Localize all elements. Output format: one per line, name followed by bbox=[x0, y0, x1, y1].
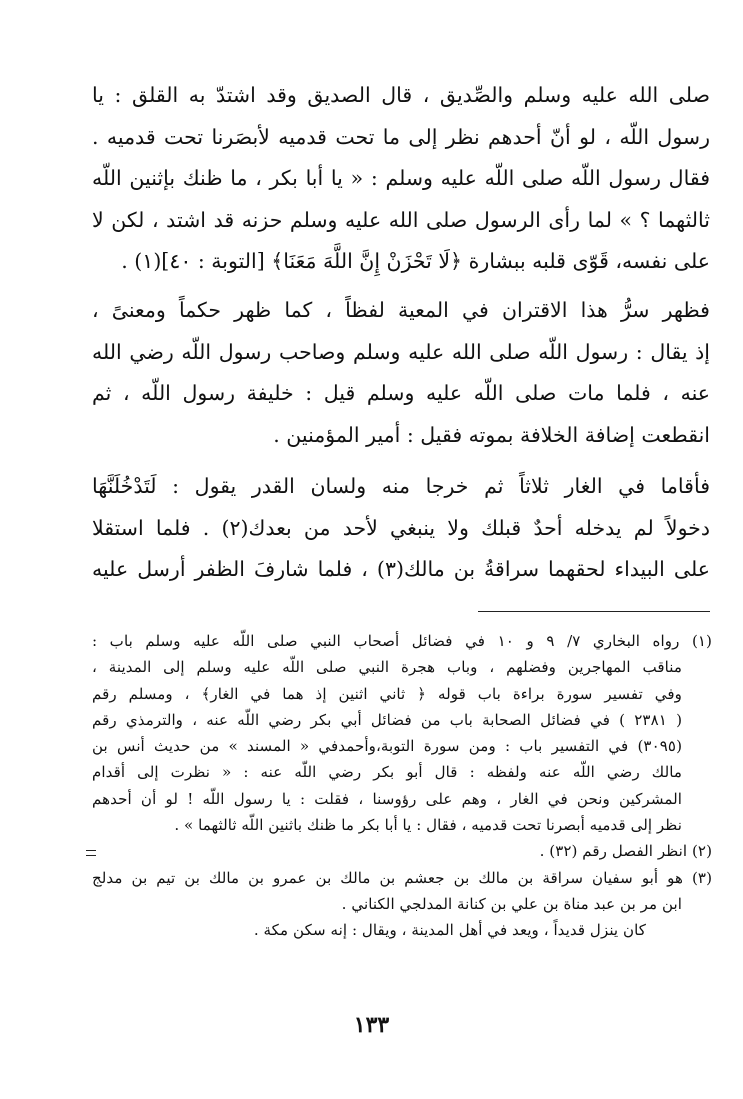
text-line: على البيداء لحقهما سراقةُ بن مالك(٣) ، فلما شارفَ الظفر أرسل عليه bbox=[92, 557, 710, 581]
paragraph-2 bbox=[92, 290, 710, 456]
page-number: ١٣٣ bbox=[353, 1012, 390, 1038]
footnote-1-line: وفي تفسير سورة براءة باب قوله ﴿ ثاني اثنين إذ هما في الغار﴾ ، ومسلم رقم bbox=[92, 684, 682, 703]
footnotes bbox=[92, 628, 712, 944]
text-line: فقال رسول اللّه صلى اللّه عليه وسلم : « يا أبا بكر ، ما ظنك بإثنين اللّه bbox=[92, 166, 710, 190]
footnote-3-line: (٣) هو أبو سفيان سراقة بن مالك بن جعشم بن مالك بن عمرو بن مالك بن تيم بن مدلج bbox=[92, 868, 712, 887]
text-line: ثالثهما ؟ » لما رأى الرسول صلى الله عليه وسلم حزنه قد اشتد ، لكن لا bbox=[92, 207, 710, 232]
footnote-2: (٢) انظر الفصل رقم (٣٢) . bbox=[539, 842, 712, 861]
text-line: فظهر سرُّ هذا الاقتران في المعية لفظاً ، كما ظهر حكماً ومعنىً ، bbox=[92, 298, 710, 322]
footnote-1-line: ( ٢٣٨١ ) في فضائل الصحابة باب من فضائل أبي بكر رضي اللّه عنه ، والترمذي رقم bbox=[92, 710, 682, 729]
footnote-1-line: (٣٠٩٥) في التفسير باب : ومن سورة التوبة،وأحمدفي « المسند » من حديث أنس بن bbox=[92, 737, 682, 756]
text-line: انقطعت إضافة الخلافة بموته فقيل : أمير المؤمنين . bbox=[273, 422, 710, 447]
footnote-1-line: المشركين ونحن في الغار ، وهم على رؤوسنا ، فقلت : يا رسول اللّه ! لو أن أحدهم bbox=[92, 789, 682, 808]
footnote-1-line: نظر إلى قدميه أبصرنا تحت قدميه ، فقال : يا أبا بكر ما ظنك باثنين اللّه ثالثهما » . bbox=[174, 816, 682, 835]
continuation-marker bbox=[86, 850, 96, 856]
footnote-1-line: مناقب المهاجرين وفضلهم ، وباب هجرة النبي صلى اللّه عليه وسلم إلى المدينة ، bbox=[92, 658, 682, 677]
footnote-3-line: ابن مر بن عبد مناة بن علي بن كنانة المدلجي الكناني . bbox=[341, 894, 682, 913]
text-line: رسول اللّه ، لو أنّ أحدهم نظر إلى ما تحت قدميه لأبصَرنا تحت قدميه . bbox=[92, 124, 710, 149]
text-line: فأقاما في الغار ثلاثاً ثم خرجا منه ولسان القدر يقول : لَتَدْخُلَنَّهَا bbox=[92, 474, 710, 498]
paragraph-1 bbox=[92, 75, 710, 283]
paragraph-3 bbox=[92, 466, 710, 591]
text-line: عنه ، فلما مات صلى اللّه عليه وسلم قيل : خليفة رسول اللّه ، ثم bbox=[92, 381, 710, 405]
footnote-separator bbox=[478, 611, 710, 612]
text-line: دخولاً لم يدخله أحدٌ قبلك ولا ينبغي لأحد من بعدك(٢) . فلما استقلا bbox=[92, 515, 710, 540]
footnote-1-line: (١) رواه البخاري ٧/ ٩ و ١٠ في فضائل أصحاب النبي صلى اللّه عليه وسلم باب : bbox=[92, 632, 712, 650]
text-line: إذ يقال : رسول اللّه صلى الله عليه وسلم وصاحب رسول اللّه رضي الله bbox=[92, 339, 710, 364]
text-line: على نفسه، قَوّى قلبه ببشارة ﴿لَا تَحْزَنْ إِنَّ اللَّهَ مَعَنَا﴾ [التوبة : ٤٠](١) . bbox=[121, 249, 710, 273]
footnote-1-line: مالك رضي اللّه عنه ولفظه : قال أبو بكر رضي اللّه عنه : « نظرت إلى أقدام bbox=[92, 763, 682, 782]
text-line: صلى الله عليه وسلم والصِّديق ، قال الصديق وقد اشتدّ به القلق : يا bbox=[92, 83, 710, 107]
footnote-3-continuation: كان ينزل قديداً ، ويعد في أهل المدينة ، ويقال : إنه سكن مكة . bbox=[253, 921, 646, 940]
